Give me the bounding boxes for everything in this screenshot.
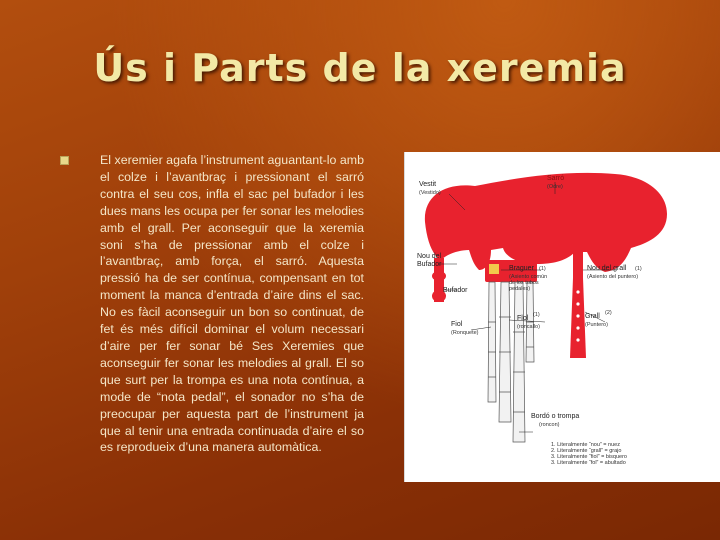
label-nou-grall-num: (1)	[635, 266, 642, 272]
label-grall-num: (2)	[605, 310, 612, 316]
label-bordo: Bordó o trompa	[531, 413, 580, 420]
label-braguer-sub-2: de los tubos	[509, 280, 539, 286]
label-grall: Grall	[585, 313, 600, 320]
bullet-marker	[60, 156, 69, 165]
label-vestit: Vestit	[419, 181, 437, 188]
label-sarro: Sarró	[547, 175, 565, 182]
label-braguer: Braguer	[509, 265, 534, 272]
label-grall-sub: (Puntero)	[585, 322, 608, 328]
bag-shape	[425, 173, 667, 272]
label-nou-bufador-2: Bufador	[417, 261, 442, 268]
label-fiol: Fiol	[451, 321, 463, 328]
body-paragraph: El xeremier agafa l’instrument aguantant-lo amb el colze i l’avantbraç i pressionant el sarró contra el seu cos, infla el sac pel bufador i les dues mans les ocupa per fer sonar les melodies amb el grall. Per aconseguir que la xeremia soni s’ha de pressionar amb el colze i l’avantbraç, amb força, el sarró. Aquesta pressió ha de ser contínua, compensant en tot moment la manca d’entrada d’aire dins el sac. No es fàcil aconseguir un bon so continuat, de fet és més difícil dominar el volum necessari d’aire per fer sonar bé Ses Xeremies que aconseguir fer sonar les melodies al grall. El so que surt per la trompa es una nota contínua, a mode de “nota pedal”, el sonador no s’ha de preocupar per aquesta part de l’instrument ja que al tenir una entrada continuada d’aire el so es reprodueix d’una manera automàtica.	[100, 153, 364, 455]
label-flol: Flol	[517, 315, 529, 322]
xeremia-diagram	[404, 152, 720, 482]
fiol-pipe	[488, 282, 496, 402]
label-sarro-sub: (Odre)	[547, 184, 563, 190]
bufador-knob-1	[432, 271, 446, 281]
footnote-1: 1. Literalmente “nou” = nuez	[551, 442, 620, 448]
label-braguer-sub-3: pedales)	[509, 286, 531, 292]
footnote-4: 3. Literalmente “fol” = abultado	[551, 460, 626, 466]
label-bordo-sub: (roncon)	[539, 422, 560, 428]
braguer-mark	[489, 264, 499, 274]
label-nou-grall-sub: (Asiento del puntero)	[587, 274, 639, 280]
label-braguer-sub-1: (Asiento común	[509, 274, 548, 280]
label-fiol-sub: (Ronquete)	[451, 330, 479, 336]
label-flol-num: (1)	[533, 312, 540, 318]
label-nou-grall: Nou del grall	[587, 265, 627, 272]
footnote-3: 3. Literalmente “fiol” = bisquero	[551, 454, 627, 460]
grall-pipe	[570, 278, 586, 358]
label-braguer-num: (1)	[539, 266, 546, 272]
grall-neck	[573, 252, 583, 278]
label-nou-bufador: Nou del	[417, 253, 442, 260]
bordo-pipe	[513, 282, 525, 442]
xeremia-diagram-svg	[405, 152, 720, 482]
label-flol-sub: (roncallo)	[517, 324, 540, 330]
label-bufador: Bufador	[443, 287, 468, 294]
slide-title: Ús i Parts de la xeremia	[93, 46, 627, 90]
label-vestit-sub: (Vestido)	[419, 190, 441, 196]
footnote-2: 2. Literalmente “grall” = grajo	[551, 448, 622, 454]
